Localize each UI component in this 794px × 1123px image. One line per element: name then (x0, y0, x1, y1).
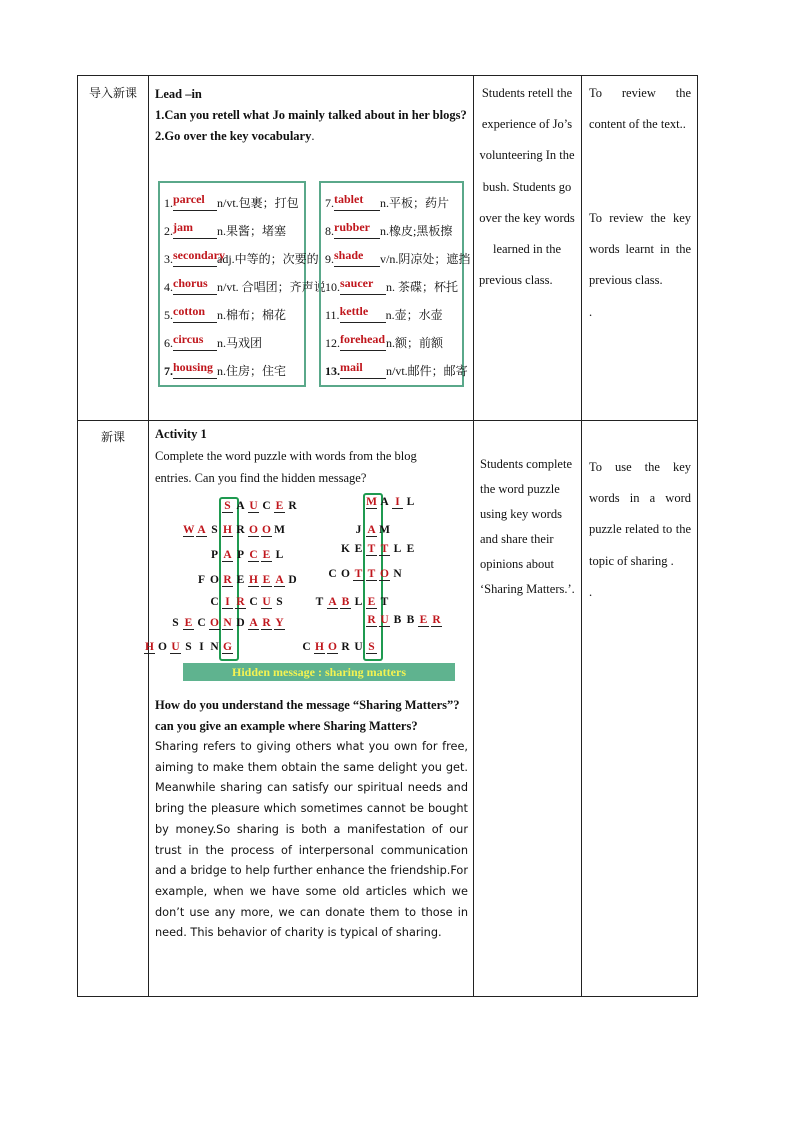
puzzle-letter: C (197, 617, 206, 629)
puzzle-letter: N (393, 568, 402, 580)
puzzle-answer-letter: O (262, 524, 271, 536)
puzzle-answer-letter: A (367, 524, 376, 536)
puzzle-answer-letter: A (328, 596, 337, 608)
vocab-definition: n/vt.包裹；打包 (217, 196, 299, 210)
puzzle-letter: A (236, 500, 245, 512)
vocab-number: 1. (164, 196, 173, 210)
table-border (473, 75, 474, 997)
puzzle-answer-letter: O (380, 568, 389, 580)
vocab-item (164, 301, 300, 329)
puzzle-letter: S (211, 524, 218, 536)
vocab-definition: n.额；前额 (386, 336, 444, 350)
puzzle-answer-letter: T (367, 543, 376, 555)
vocab-answer: housing (173, 357, 217, 379)
vocab-definition: v/n.阴凉处；遮挡 (380, 252, 471, 266)
puzzle-letter: D (288, 574, 297, 586)
vocab-definition: n/vt.邮件；邮寄 (386, 364, 468, 378)
puzzle-letter: S (172, 617, 179, 629)
student-activity: Students complete the word puzzle using key words and share their opinions about ‘Sharing Matters.’. (480, 457, 575, 596)
puzzle-answer-letter: O (249, 524, 258, 536)
puzzle-answer-letter: R (223, 574, 232, 586)
puzzle-answer-letter: R (262, 617, 271, 629)
puzzle-answer-letter: I (222, 596, 233, 609)
puzzle-answer-letter: U (171, 641, 180, 653)
vocab-answer: rubber (334, 217, 380, 239)
puzzle-answer-letter: O (210, 617, 219, 629)
student-activity: Students retell the experience of Jo’s volunteering In the bush. Students go over the key words learned in the previous class. (479, 86, 575, 288)
puzzle-letter: C (249, 596, 258, 608)
table-border (77, 75, 78, 997)
puzzle-letter: M (274, 524, 285, 536)
puzzle-letter: C (210, 596, 219, 608)
vocab-number: 8. (325, 224, 334, 238)
vocab-number: 9. (325, 252, 334, 266)
vocab-number: 5. (164, 308, 173, 322)
section-title: Activity 1 (155, 427, 207, 441)
puzzle-letter: R (341, 641, 350, 653)
vocab-item (325, 301, 458, 329)
vocab-number: 7. (325, 196, 334, 210)
vocab-number: 12. (325, 336, 340, 350)
question-2: 2.Go over the key vocabulary (155, 129, 312, 143)
vocab-box-right (319, 181, 471, 387)
puzzle-answer-letter: T (380, 543, 389, 555)
puzzle-word (365, 614, 443, 627)
puzzle-answer-letter: E (262, 549, 271, 561)
puzzle-word (221, 500, 299, 513)
vocab-item (325, 245, 471, 273)
puzzle-letter: S (185, 641, 192, 653)
instruction: Complete the word puzzle with words from the blog entries. Can you find the hidden message? (155, 449, 417, 485)
puzzle-word (300, 641, 378, 654)
vocab-answer: saucer (340, 273, 386, 295)
puzzle-letter: M (379, 524, 390, 536)
hidden-message-bar: Hidden message : sharing matters (183, 663, 455, 681)
puzzle-answer-letter: G (223, 641, 232, 653)
vocab-definition: n.平板；药片 (380, 196, 450, 210)
puzzle-letter: E (354, 543, 363, 555)
puzzle-letter: B (393, 614, 402, 626)
puzzle-letter: J (355, 524, 362, 536)
puzzle-answer-letter: E (184, 617, 193, 629)
puzzle-letter: R (288, 500, 297, 512)
puzzle-word (352, 524, 391, 537)
vocab-definition: n.棉布；棉花 (217, 308, 287, 322)
vocab-number: 7. (164, 364, 173, 378)
purpose-text: . (589, 584, 593, 599)
puzzle-word (208, 596, 286, 609)
punct: . (311, 129, 315, 143)
puzzle-word (313, 596, 391, 609)
table-border (148, 75, 149, 997)
puzzle-word (169, 617, 286, 630)
vocab-definition: n.果酱；堵塞 (217, 224, 287, 238)
puzzle-answer-letter: U (262, 596, 271, 608)
vocab-answer: mail (340, 357, 386, 379)
activity-content (155, 423, 468, 489)
vocab-number: 10. (325, 280, 340, 294)
puzzle-word (195, 574, 299, 587)
puzzle-letter: L (354, 596, 363, 608)
vocab-item (325, 329, 458, 357)
vocab-number: 4. (164, 280, 173, 294)
puzzle-letter: O (210, 574, 219, 586)
puzzle-answer-letter: H (145, 641, 154, 653)
purpose-text: To review the key words learnt in the previous class. (589, 211, 691, 288)
vocab-item (164, 273, 326, 301)
puzzle-word (182, 524, 286, 537)
puzzle-answer-letter: T (354, 568, 363, 580)
puzzle-answer-letter: O (328, 641, 337, 653)
vocab-answer: chorus (173, 273, 217, 295)
puzzle-letter: C (302, 641, 311, 653)
puzzle-answer-letter: E (367, 596, 376, 608)
vocab-number: 13. (325, 364, 340, 378)
section-title: Lead –in (155, 87, 202, 101)
table-border (697, 75, 698, 997)
puzzle-letter: D (236, 617, 245, 629)
puzzle-answer-letter: E (262, 574, 271, 586)
purpose-text: To review the content of the text.. (589, 86, 691, 132)
puzzle-answer-letter: U (249, 500, 258, 512)
puzzle-letter: C (262, 500, 271, 512)
puzzle-answer-letter: S (222, 500, 233, 513)
puzzle-answer-letter: R (236, 596, 245, 608)
puzzle-answer-letter: H (223, 524, 232, 536)
puzzle-letter: I (199, 641, 204, 653)
vocab-answer: tablet (334, 189, 380, 211)
puzzle-letter: O (158, 641, 167, 653)
puzzle-word (326, 568, 404, 581)
puzzle-answer-letter: H (249, 574, 258, 586)
puzzle-letter: L (406, 496, 415, 508)
vocab-item (325, 189, 458, 217)
vocab-answer: parcel (173, 189, 217, 211)
stage-label: 导入新课 (88, 86, 137, 100)
teaching-purpose (589, 78, 691, 328)
puzzle-answer-letter: H (315, 641, 324, 653)
vocab-answer: shade (334, 245, 380, 267)
vocab-item (164, 329, 300, 357)
puzzle-letter: T (380, 596, 389, 608)
puzzle-answer-letter: Y (275, 617, 284, 629)
puzzle-letter: P (236, 549, 245, 561)
puzzle-letter: E (406, 543, 415, 555)
table-border (581, 75, 582, 997)
puzzle-answer-letter: R (367, 614, 376, 626)
vocab-item (164, 217, 300, 245)
table-border (77, 420, 698, 421)
puzzle-answer-letter: I (392, 496, 403, 509)
vocab-definition: n.壶；水壶 (385, 308, 443, 322)
puzzle-answer-letter: U (380, 614, 389, 626)
puzzle-letter: P (210, 549, 219, 561)
puzzle-answer-letter: N (223, 617, 232, 629)
puzzle-letter: T (315, 596, 324, 608)
purpose-text: To use the key words in a word puzzle related to the topic of sharing . (589, 460, 691, 568)
vocab-box-left (158, 181, 326, 387)
puzzle-answer-letter: M (366, 496, 377, 508)
discussion-question: How do you understand the message “Sharing Matters”?can you give an example where Sharing Matters? (155, 698, 460, 733)
vocab-definition: n.橡皮;黑板擦 (380, 224, 453, 238)
puzzle-word (208, 549, 286, 562)
discussion (155, 695, 468, 944)
vocab-number: 11. (325, 308, 340, 322)
vocab-item (164, 189, 300, 217)
puzzle-answer-letter: E (275, 500, 284, 512)
puzzle-letter: A (380, 496, 389, 508)
puzzle-letter: O (341, 568, 350, 580)
puzzle-answer-letter: S (366, 641, 377, 654)
puzzle-answer-letter: A (249, 617, 258, 629)
vocab-item (164, 245, 319, 273)
puzzle-letter: U (354, 641, 363, 653)
vocab-number: 3. (164, 252, 173, 266)
vocab-definition: adj.中等的；次要的 (217, 252, 319, 266)
vocab-answer: circus (173, 329, 217, 351)
table-border (77, 996, 698, 997)
stage-label: 新课 (100, 430, 125, 444)
vocab-item (164, 357, 300, 385)
puzzle-answer-letter: R (432, 614, 441, 626)
word-puzzle (145, 495, 465, 685)
puzzle-answer-letter: A (197, 524, 206, 536)
puzzle-letter: L (275, 549, 284, 561)
puzzle-answer-letter: B (341, 596, 350, 608)
puzzle-letter: R (236, 524, 245, 536)
puzzle-answer-letter: W (183, 524, 195, 536)
puzzle-letter: S (276, 596, 283, 608)
puzzle-answer-letter: C (249, 549, 258, 561)
puzzle-word (143, 641, 234, 654)
purpose-text: . (589, 304, 593, 319)
vocab-definition: n.住房；住宅 (217, 364, 287, 378)
puzzle-answer-letter: A (275, 574, 284, 586)
vocab-item (325, 273, 458, 301)
vocab-number: 2. (164, 224, 173, 238)
vocab-item (325, 357, 468, 385)
vocab-answer: secondary (173, 245, 217, 267)
puzzle-answer-letter: T (367, 568, 376, 580)
vocab-item (325, 217, 458, 245)
puzzle-letter: B (406, 614, 415, 626)
puzzle-letter: F (197, 574, 206, 586)
vocab-definition: n.马戏团 (217, 336, 263, 350)
vocab-answer: forehead (340, 329, 386, 351)
puzzle-letter: L (393, 543, 402, 555)
puzzle-word (365, 496, 417, 509)
puzzle-word (339, 543, 417, 556)
vocab-definition: n/vt. 合唱团；齐声说 (217, 280, 326, 294)
puzzle-letter: C (328, 568, 337, 580)
puzzle-letter: N (210, 641, 219, 653)
lead-in-content (155, 84, 468, 147)
puzzle-letter: K (341, 543, 350, 555)
vocab-answer: cotton (173, 301, 217, 323)
table-border (77, 75, 698, 76)
puzzle-answer-letter: E (419, 614, 428, 626)
vocab-number: 6. (164, 336, 173, 350)
sample-answer: Sharing refers to giving others what you own for free, aiming to make them obtain the same delight you get. Meanwhile sharing can satisfy our spiritual needs and bring the pleasure which sometimes cannot be bought by money.So sharing is both a manifestation of our trust in the process of interpersonal communication and a bridge to help further enhance the friendship.For example, when we have some old articles which we don’t use any more, we can donate them to those in need. This behavior of charity is typical of sharing. (155, 740, 468, 940)
vocab-definition: n. 茶碟；杯托 (386, 280, 459, 294)
puzzle-letter: E (236, 574, 245, 586)
question-1: 1.Can you retell what Jo mainly talked about in her blogs? (155, 108, 467, 122)
teaching-purpose (589, 452, 691, 608)
puzzle-answer-letter: A (223, 549, 232, 561)
vocab-answer: jam (173, 217, 217, 239)
vocab-answer: kettle (340, 301, 386, 323)
